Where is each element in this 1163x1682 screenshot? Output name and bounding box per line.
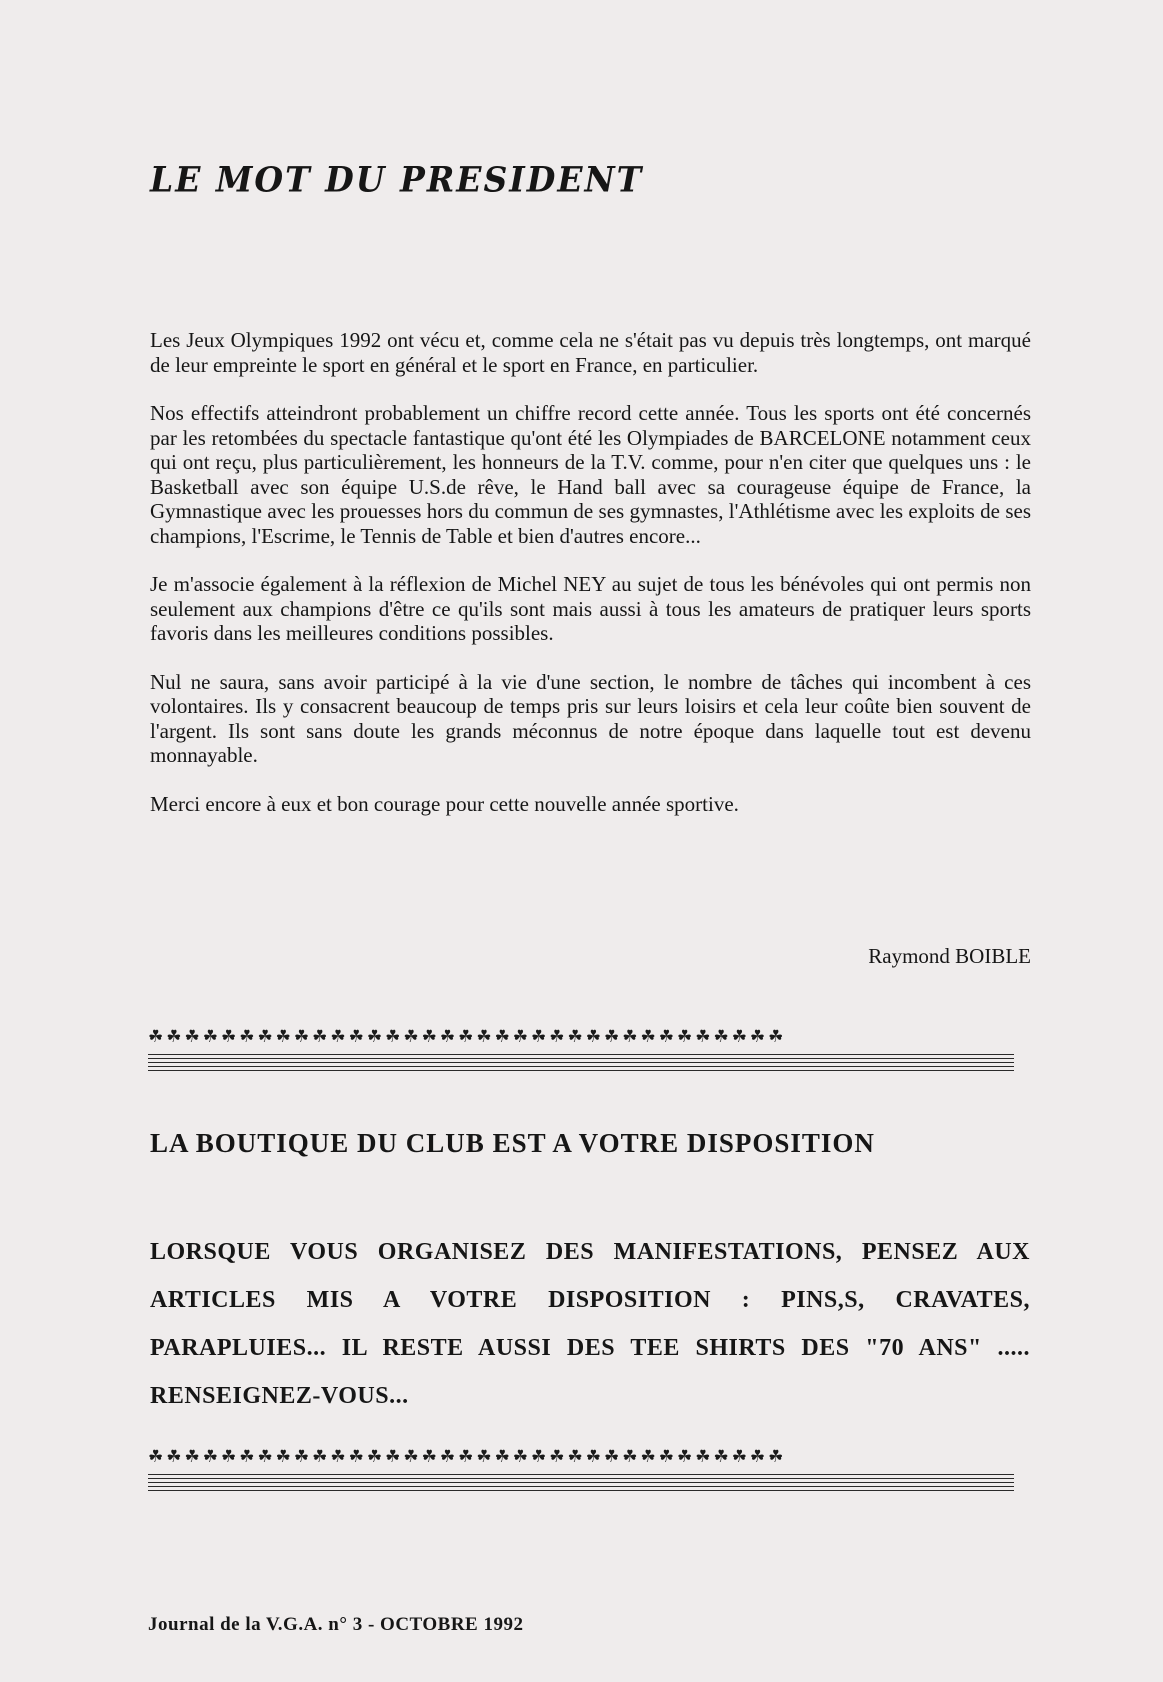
paragraph: Je m'associe également à la réflexion de Michel NEY au sujet de tous les bénévoles qui ont permis non seulement aux champions d'être ce qu'ils sont mais aussi à tous les amateurs de pratiquer leurs sports favoris dans les meilleures conditions possibles. (150, 572, 1031, 645)
paragraph: Nul ne saura, sans avoir participé à la vie d'une section, le nombre de tâches qui incombent à ces volontaires. Ils y consacrent beaucoup de temps pris sur leurs loisirs et cela leur coûte bien souvent de l'argent. Ils sont sans doute les grands méconnus de notre époque dans laquelle tout est devenu monnayable. (150, 669, 1031, 767)
ruled-lines (148, 1474, 1014, 1496)
boutique-text: LORSQUE VOUS ORGANISEZ DES MANIFESTATIONS, PENSEZ AUX ARTICLES MIS A VOTRE DISPOSITION : PINS,S, CRAVATES, PARAPLUIES... IL RESTE AUSSI DES TEE SHIRTS DES "70 ANS" ..... RENSEIGNEZ-VOUS... (150, 1239, 1030, 1409)
ruled-lines (148, 1054, 1014, 1076)
paragraph: Merci encore à eux et bon courage pour cette nouvelle année sportive. (150, 791, 739, 816)
clover-row: ☘☘☘☘☘☘☘☘☘☘☘☘☘☘☘☘☘☘☘☘☘☘☘☘☘☘☘☘☘☘☘☘☘☘☘ (148, 1447, 787, 1467)
ornament-divider (148, 1446, 1014, 1496)
footer-journal-info: Journal de la V.G.A. n° 3 - OCTOBRE 1992 (148, 1614, 524, 1635)
boutique-heading: LA BOUTIQUE DU CLUB EST A VOTRE DISPOSITION (150, 1128, 875, 1158)
page-title: LE MOT DU PRESIDENT (150, 159, 644, 200)
paragraph: Nos effectifs atteindront probablement un chiffre record cette année. Tous les sports ont été concernés par les retombées du spectacle fantastique qu'ont été les Olympiades de BARCELONE notamment ceux qui ont reçu, plus particulièrement, les honneurs de la T.V. comme, pour n'en citer que quelques uns : le Basketball avec son équipe U.S.de rêve, le Hand ball avec sa courageuse équipe de France, la Gymnastique avec les prouesses hors du commun de ses gymnastes, l'Athlétisme avec les exploits de ses champions, l'Escrime, le Tennis de Table et bien d'autres encore... (150, 401, 1031, 548)
ornament-divider (148, 1026, 1014, 1076)
clover-row: ☘☘☘☘☘☘☘☘☘☘☘☘☘☘☘☘☘☘☘☘☘☘☘☘☘☘☘☘☘☘☘☘☘☘☘ (148, 1027, 787, 1047)
article-body (150, 328, 1031, 840)
paragraph: Les Jeux Olympiques 1992 ont vécu et, comme cela ne s'était pas vu depuis très longtemps, ont marqué de leur empreinte le sport en général et le sport en France, en particulier. (150, 328, 1031, 377)
signature: Raymond BOIBLE (868, 944, 1031, 968)
